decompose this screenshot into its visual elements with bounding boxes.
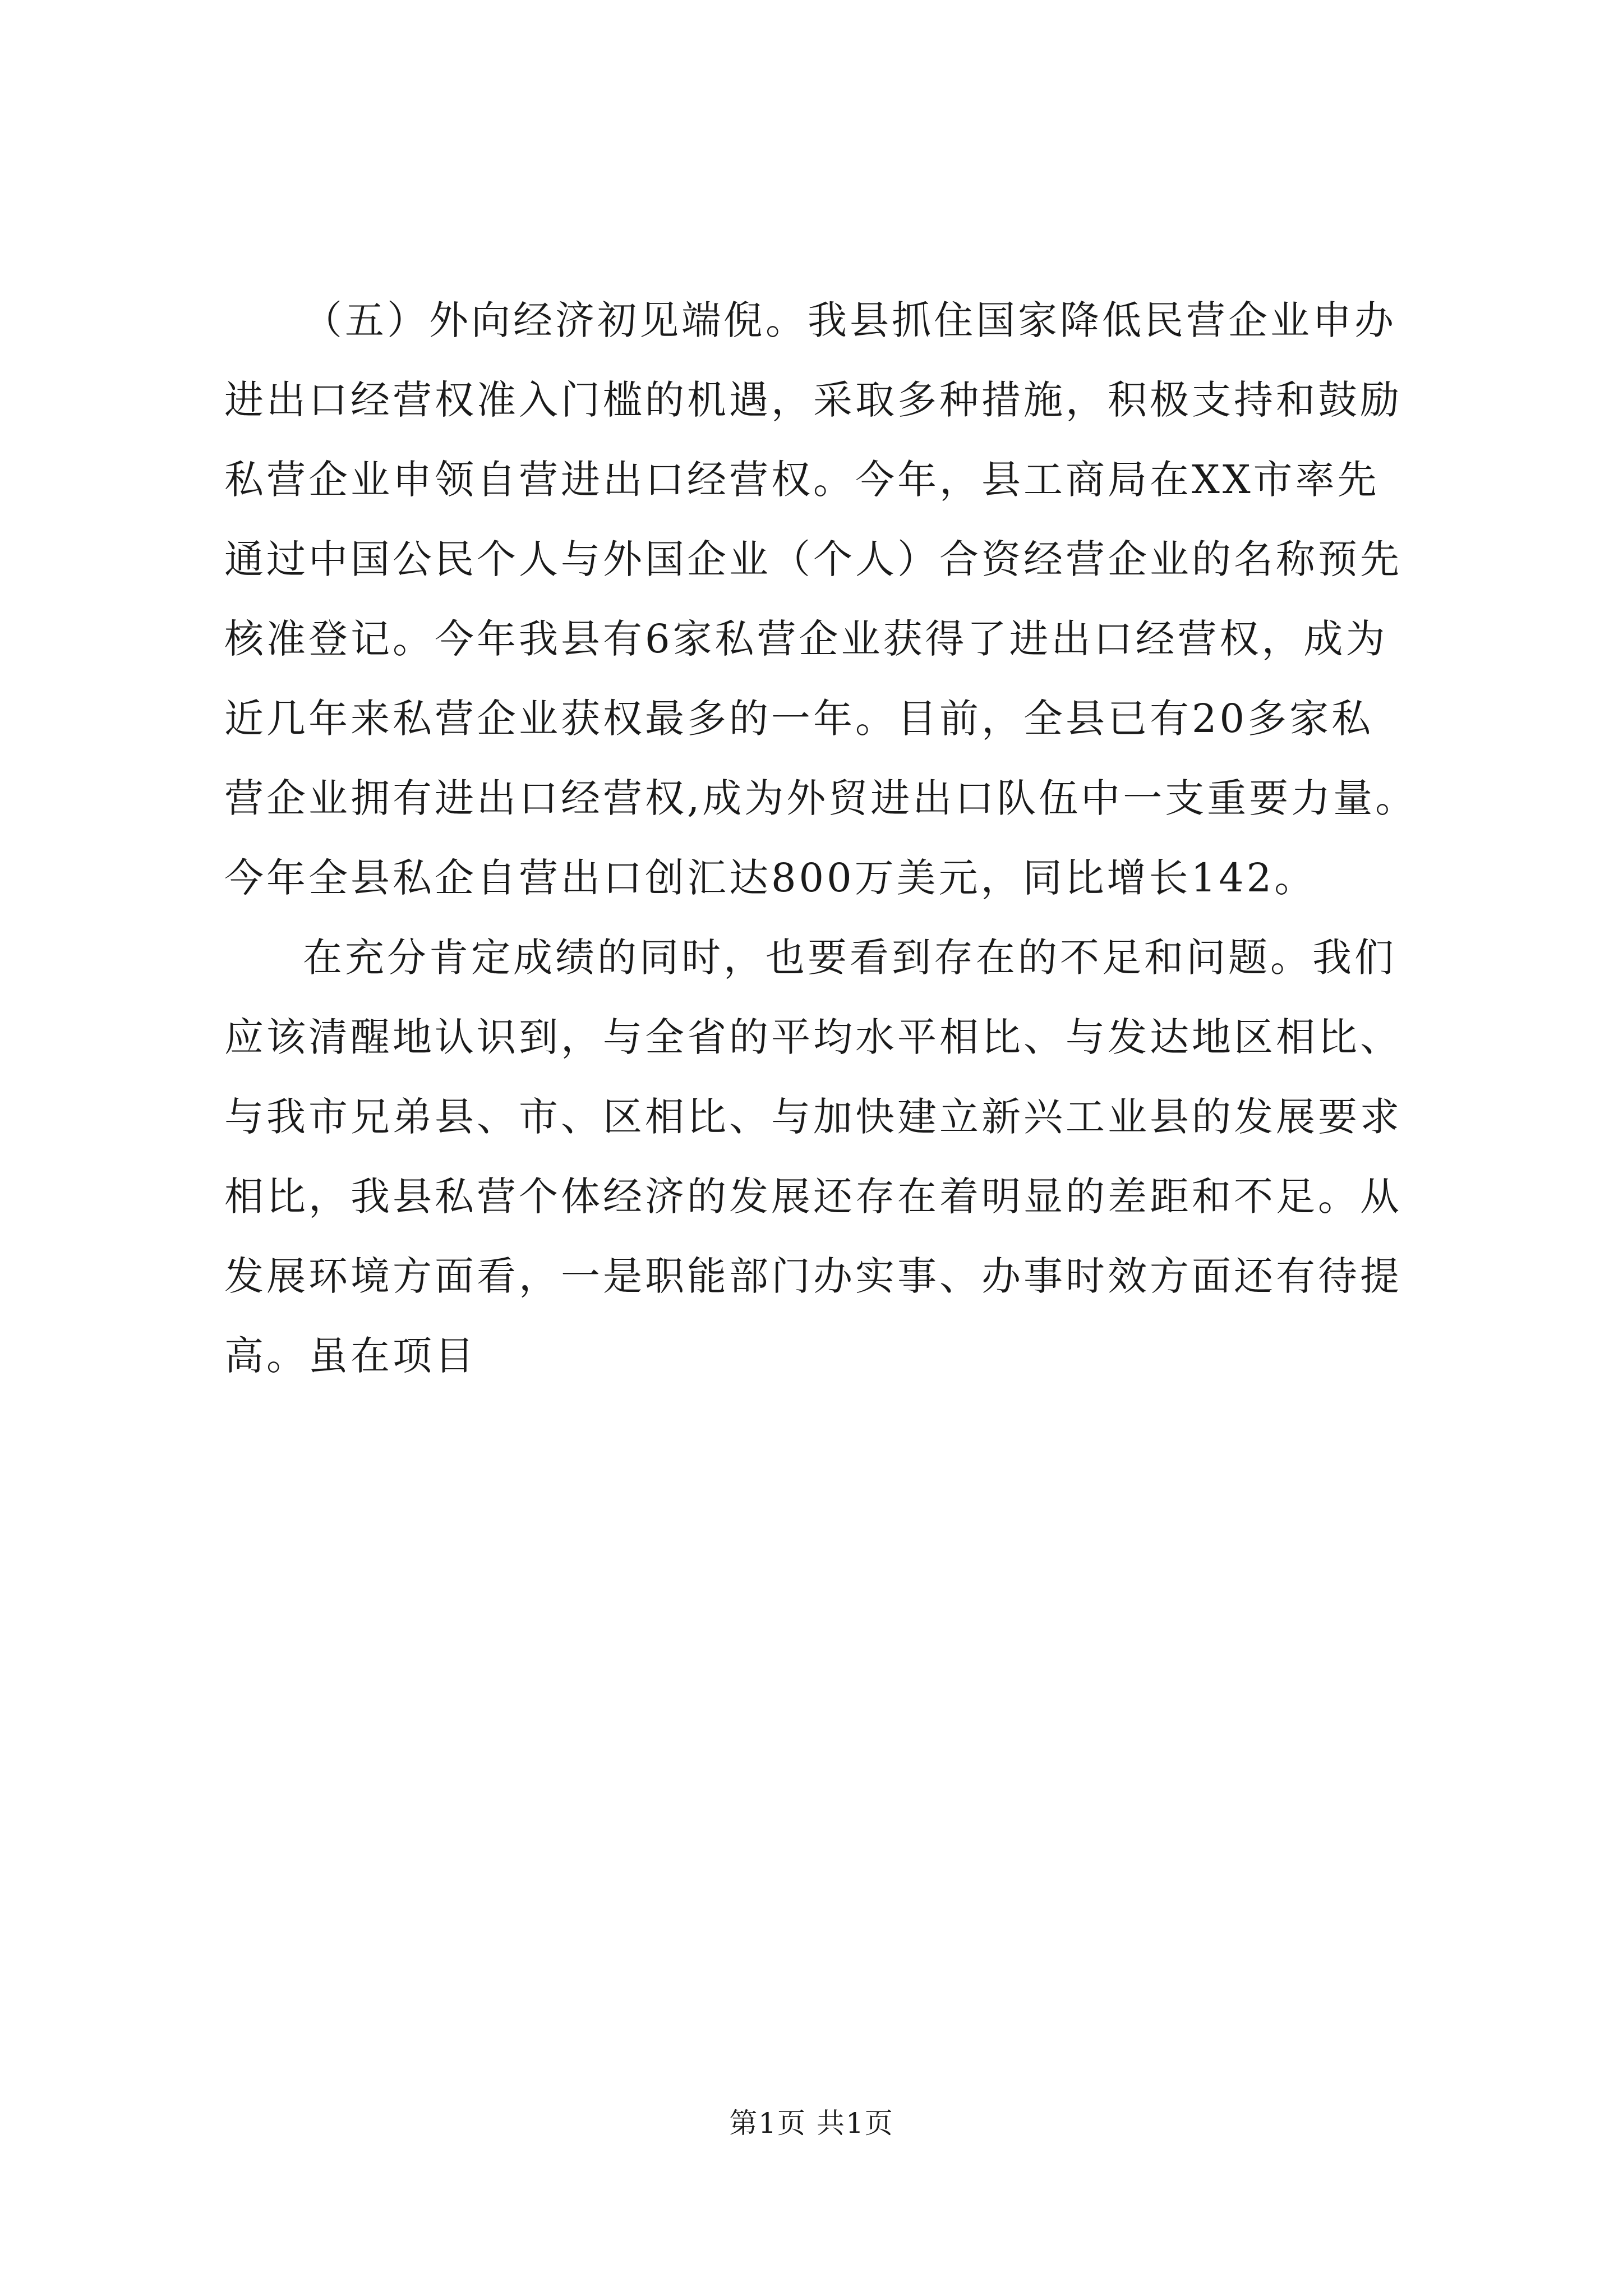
paragraph-1-line-5: 核准登记。今年我县有6家私营企业获得了进出口经营权，成为 bbox=[224, 616, 1388, 662]
paragraph-2-line-2: 应该清醒地认识到，与全省的平均水平相比、与发达地区相比、 bbox=[224, 1014, 1402, 1060]
page-footer: 第1页 共1页 bbox=[729, 2107, 894, 2139]
paragraph-1-line-7: 营企业拥有进出口经营权,成为外贸进出口队伍中一支重要力量。 bbox=[224, 775, 1418, 821]
paragraph-1-line-1: （五）外向经济初见端倪。我县抓住国家降低民营企业申办 bbox=[303, 297, 1396, 343]
paragraph-1-line-3: 私营企业申领自营进出口经营权。今年，县工商局在XX市率先 bbox=[224, 457, 1380, 503]
paragraph-2-line-4: 相比，我县私营个体经济的发展还存在着明显的差距和不足。从 bbox=[224, 1174, 1402, 1220]
paragraph-2-line-5: 发展环境方面看，一是职能部门办实事、办事时效方面还有待提 bbox=[224, 1253, 1402, 1299]
paragraph-1-line-2: 进出口经营权准入门槛的机遇，采取多种措施，积极支持和鼓励 bbox=[224, 377, 1402, 423]
paragraph-1-line-8: 今年全县私企自营出口创汇达800万美元，同比增长142。 bbox=[224, 855, 1317, 901]
paragraph-2-line-6: 高。虽在项目 bbox=[224, 1333, 477, 1379]
document-body bbox=[224, 280, 1419, 1396]
paragraph-1-line-6: 近几年来私营企业获权最多的一年。目前，全县已有20多家私 bbox=[224, 696, 1374, 742]
paragraph-1-line-4: 通过中国公民个人与外国企业（个人）合资经营企业的名称预先 bbox=[224, 536, 1402, 582]
paragraph-2-line-3: 与我市兄弟县、市、区相比、与加快建立新兴工业县的发展要求 bbox=[224, 1094, 1402, 1140]
paragraph-2-line-1: 在充分肯定成绩的同时，也要看到存在的不足和问题。我们 bbox=[303, 935, 1396, 981]
